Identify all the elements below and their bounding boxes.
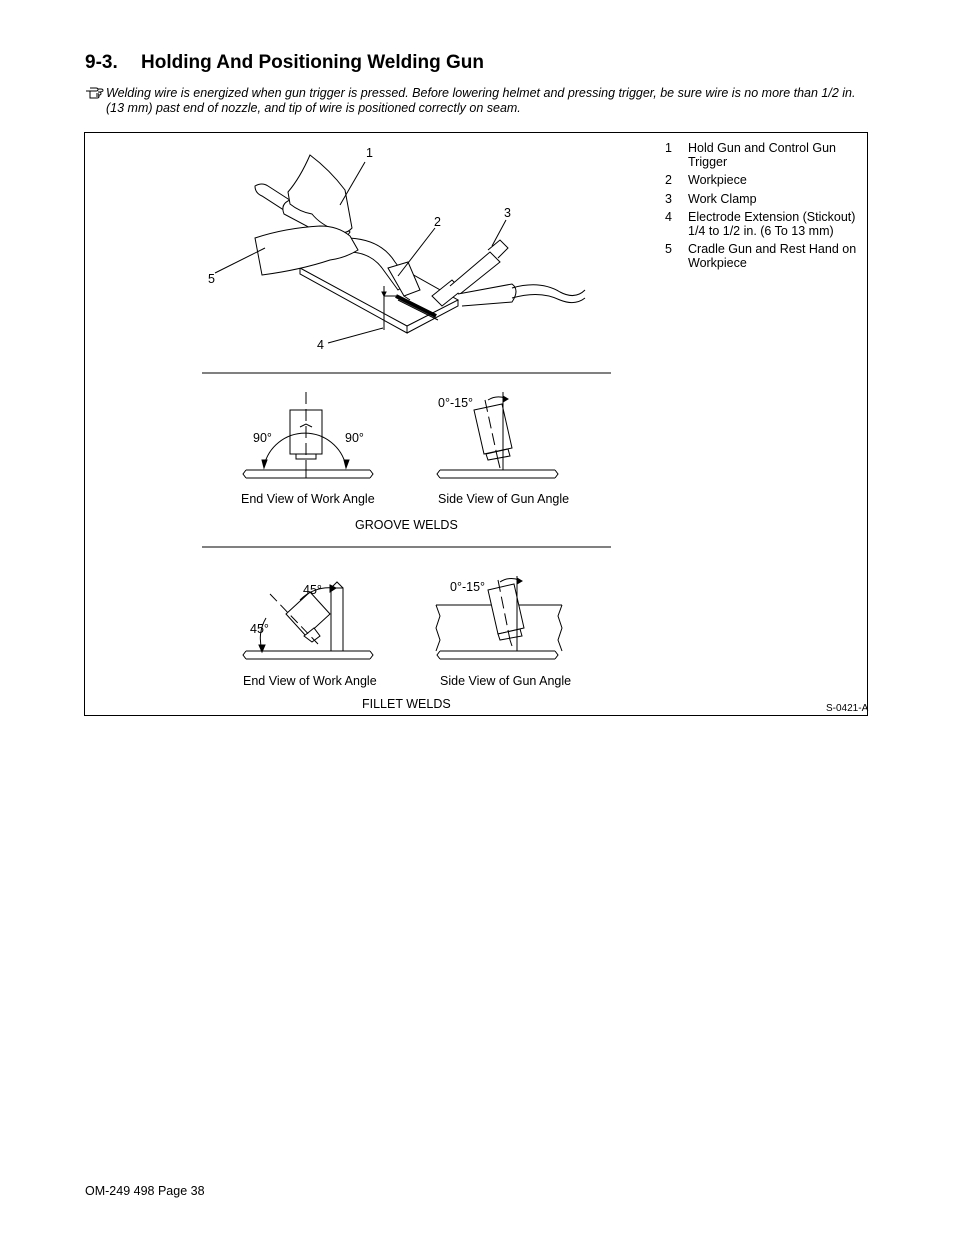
fillet-side-caption: Side View of Gun Angle — [440, 674, 572, 688]
groove-angle-left: 90° — [253, 431, 272, 445]
legend-text: Hold Gun and Control Gun Trigger — [688, 141, 837, 169]
section-heading: Holding And Positioning Welding Gun — [141, 52, 485, 73]
legend-text: Electrode Extension (Stickout) 1/4 to 1/2 in. (6 To 13 mm) — [688, 210, 856, 238]
callout-4: 4 — [317, 338, 324, 352]
note-text: Welding wire is energized when gun trigger is pressed. Before lowering helmet and pressing trigger, be sure wire is no more than 1/2 in. (13 mm) past end of nozzle, and tip of wire is positioned correctly on seam. — [106, 86, 856, 115]
fillet-welds-label: FILLET WELDS — [362, 697, 451, 711]
fillet-end-caption: End View of Work Angle — [243, 674, 377, 688]
callout-3: 3 — [504, 206, 511, 220]
legend-number: 5 — [665, 242, 672, 256]
legend-number: 2 — [665, 173, 672, 187]
groove-end-caption: End View of Work Angle — [241, 492, 375, 506]
legend-text: Work Clamp — [688, 191, 757, 206]
legend-number: 3 — [665, 191, 672, 206]
callout-2: 2 — [434, 215, 441, 229]
legend-number: 1 — [665, 141, 672, 155]
legend-text: Workpiece — [688, 173, 747, 187]
groove-welds-label: GROOVE WELDS — [355, 518, 458, 532]
groove-angle-right: 90° — [345, 431, 364, 445]
legend-number: 4 — [665, 210, 672, 224]
groove-gun-angle: 0°-15° — [438, 396, 474, 410]
fillet-angle-left: 45° — [250, 622, 269, 636]
section-number: 9-3. — [85, 52, 118, 73]
page-footer: OM-249 498 Page 38 — [85, 1184, 205, 1198]
callout-1: 1 — [366, 146, 373, 160]
legend-text: Cradle Gun and Rest Hand on Workpiece — [688, 242, 857, 270]
main-illustration — [215, 155, 585, 343]
fillet-angle-top: 45° — [303, 583, 322, 597]
groove-side-caption: Side View of Gun Angle — [438, 492, 570, 506]
fillet-gun-angle: 0°-15° — [450, 580, 486, 594]
figure-code: S-0421-A — [826, 703, 869, 714]
callout-5: 5 — [208, 272, 215, 286]
